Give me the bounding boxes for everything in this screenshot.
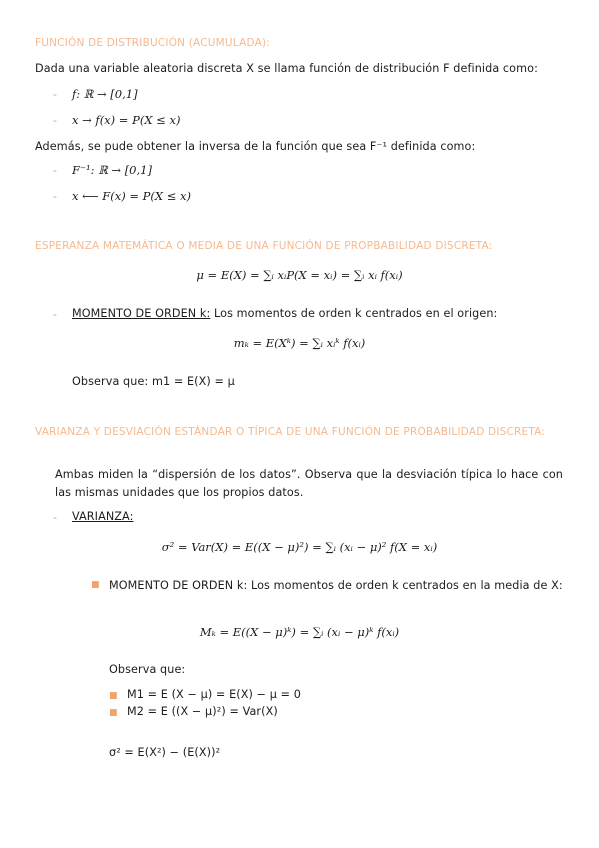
observe-label: Observa que: bbox=[109, 663, 186, 676]
paragraph-inverse-intro: Además, se pude obtener la inversa de la función que sea F⁻¹ definida como: bbox=[35, 140, 476, 153]
formula-moment-mean: Mₖ = E((X − μ)ᵏ) = ∑ᵢ (xᵢ − μ)ᵏ f(xᵢ) bbox=[199, 625, 400, 639]
dash-bullet: - bbox=[53, 88, 57, 101]
dash-bullet: - bbox=[53, 308, 57, 321]
square-bullet-icon: ■ bbox=[109, 691, 118, 701]
formula-variance: σ² = Var(X) = E((X − μ)²) = ∑ᵢ (xᵢ − μ)² f(X = xᵢ) bbox=[161, 540, 438, 554]
moment-origin-text: Los momentos de orden k centrados en el origen: bbox=[210, 307, 498, 320]
dash-bullet: - bbox=[53, 190, 57, 203]
dash-bullet: - bbox=[53, 114, 57, 127]
observe-m1-line: M1 = E (X − μ) = E(X) − μ = 0 bbox=[127, 688, 301, 701]
formula-f-domain: f: ℝ → [0,1] bbox=[72, 87, 138, 101]
moment-origin-line bbox=[72, 307, 497, 320]
dash-bullet: - bbox=[53, 511, 57, 524]
section-heading-esperanza: ESPERANZA MATEMÁTICA O MEDIA DE UNA FUNCIÓN DE PROPBABILIDAD DISCRETA: bbox=[35, 240, 493, 252]
formula-variance-identity: σ² = E(X²) − (E(X))² bbox=[109, 746, 221, 759]
formula-finv-domain: F⁻¹: ℝ → [0,1] bbox=[72, 163, 152, 177]
moment-origin-label: MOMENTO DE ORDEN k: bbox=[72, 307, 211, 320]
formula-moment-origin: mₖ = E(Xᵏ) = ∑ᵢ xᵢᵏ f(xᵢ) bbox=[233, 336, 366, 350]
paragraph-dispersion: Ambas miden la “dispersión de los datos”. Observa que la desviación típica lo hace con las mismas unidades que los propios datos. bbox=[55, 468, 563, 499]
paragraph-distribucion-intro: Dada una variable aleatoria discreta X se llama función de distribución F definida como: bbox=[35, 62, 538, 75]
section-heading-varianza: VARIANZA Y DESVIACIÓN ESTÁNDAR O TÍPICA DE UNA FUNCIÓN DE PROBABILIDAD DISCRETA: bbox=[35, 426, 546, 438]
formula-finv-definition: x ⟵ F(x) = P(X ≤ x) bbox=[72, 189, 191, 203]
moment-mean-text: MOMENTO DE ORDEN k: Los momentos de orden k centrados en la media de X: bbox=[109, 579, 563, 592]
square-bullet-icon: ■ bbox=[109, 708, 118, 718]
dash-bullet: - bbox=[53, 164, 57, 177]
formula-f-definition: x → f(x) = P(X ≤ x) bbox=[72, 113, 181, 127]
formula-expectation: μ = E(X) = ∑ᵢ xᵢP(X = xᵢ) = ∑ᵢ xᵢ f(xᵢ) bbox=[196, 268, 403, 282]
square-bullet-icon: ■ bbox=[91, 580, 100, 590]
observe-m2-line: M2 = E ((X − μ)²) = Var(X) bbox=[127, 705, 278, 718]
section-heading-distribucion: FUNCIÓN DE DISTRIBUCIÓN (ACUMULADA): bbox=[35, 37, 270, 49]
observe-m1: Observa que: m1 = E(X) = μ bbox=[72, 375, 235, 388]
variance-label: VARIANZA: bbox=[72, 510, 134, 523]
